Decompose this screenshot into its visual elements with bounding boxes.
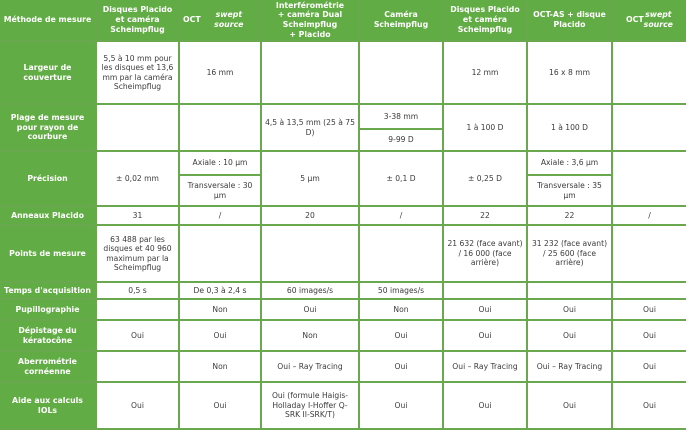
precision-c6a: Axiale : 3,6 µm — [528, 152, 611, 174]
pupillo-c2: Non — [180, 300, 260, 319]
temps-c2: De 0,3 à 2,4 s — [180, 283, 260, 298]
largeur-c6: 16 x 8 mm — [528, 42, 611, 103]
row-label-depistage: Dépistage du kératocône — [0, 321, 95, 350]
largeur-c4 — [360, 42, 442, 103]
anneaux-c2: / — [180, 207, 260, 224]
precision-c2a: Axiale : 10 µm — [180, 152, 260, 174]
largeur-c5: 12 mm — [444, 42, 526, 103]
points-c2 — [180, 226, 260, 281]
largeur-c2: 16 mm — [180, 42, 260, 103]
row-label-anneaux: Anneaux Placido — [0, 207, 95, 224]
aberro-c7: Oui — [613, 352, 686, 381]
precision-c4: ± 0,1 D — [360, 152, 442, 205]
row-label-points: Points de mesure — [0, 226, 95, 281]
plage-c4a: 3-38 mm — [360, 105, 442, 128]
temps-c6 — [528, 283, 611, 298]
precision-c6b: Transversale : 35 µm — [528, 176, 611, 205]
points-c3 — [262, 226, 358, 281]
row-label-aberro: Aberrométrie cornéenne — [0, 352, 95, 381]
aberro-c4: Oui — [360, 352, 442, 381]
row-label-aide: Aide aux calculs IOLs — [0, 383, 95, 428]
row-label-plage: Plage de mesure pour rayon de courbure — [0, 105, 95, 150]
pupillo-c4: Non — [360, 300, 442, 319]
points-c1: 63 488 par les disques et 40 960 maximum par la Scheimpflug — [97, 226, 178, 281]
temps-c5 — [444, 283, 526, 298]
temps-c1: 0,5 s — [97, 283, 178, 298]
points-c6: 31 232 (face avant) / 25 600 (face arrière) — [528, 226, 611, 281]
largeur-c1: 5,5 à 10 mm pour les disques et 13,6 mm par la caméra Scheimpflug — [97, 42, 178, 103]
aide-c6: Oui — [528, 383, 611, 428]
plage-c1 — [97, 105, 178, 150]
temps-c4: 50 images/s — [360, 283, 442, 298]
aberro-c1 — [97, 352, 178, 381]
aberro-c2: Non — [180, 352, 260, 381]
aide-c3: Oui (formule Haigis-Holladay I-Hoffer Q-SRK II-SRK/T) — [262, 383, 358, 428]
pupillo-c1 — [97, 300, 178, 319]
plage-c4b: 9-99 D — [360, 130, 442, 150]
aberro-c5: Oui – Ray Tracing — [444, 352, 526, 381]
pupillo-c3: Oui — [262, 300, 358, 319]
temps-c3: 60 images/s — [262, 283, 358, 298]
anneaux-c5: 22 — [444, 207, 526, 224]
row-label-methode: Méthode de mesure — [0, 0, 95, 40]
row-label-precision: Précision — [0, 152, 95, 205]
plage-c3: 4,5 à 13,5 mm (25 à 75 D) — [262, 105, 358, 150]
pupillo-c5: Oui — [444, 300, 526, 319]
precision-c5: ± 0,25 D — [444, 152, 526, 205]
col-header-4: Caméra Scheimpflug — [360, 0, 442, 40]
row-label-temps: Temps d'acquisition — [0, 283, 95, 298]
depistage-c5: Oui — [444, 321, 526, 350]
precision-c2b: Transversale : 30 µm — [180, 176, 260, 205]
col-header-5: Disques Placido et caméra Scheimpflug — [444, 0, 526, 40]
row-label-largeur: Largeur de couverture — [0, 42, 95, 103]
plage-c2 — [180, 105, 260, 150]
temps-c7 — [613, 283, 686, 298]
aide-c4: Oui — [360, 383, 442, 428]
aide-c5: Oui — [444, 383, 526, 428]
largeur-c3 — [262, 42, 358, 103]
anneaux-c3: 20 — [262, 207, 358, 224]
anneaux-c6: 22 — [528, 207, 611, 224]
col-header-3: Interférométrie + caméra Dual Scheimpflug + Placido — [262, 0, 358, 40]
row-label-pupillo: Pupillographie — [0, 300, 95, 319]
plage-c6: 1 à 100 D — [528, 105, 611, 150]
precision-c3: 5 µm — [262, 152, 358, 205]
anneaux-c4: / — [360, 207, 442, 224]
aide-c7: Oui — [613, 383, 686, 428]
aberro-c3: Oui – Ray Tracing — [262, 352, 358, 381]
plage-c7 — [613, 105, 686, 150]
depistage-c2: Oui — [180, 321, 260, 350]
col-header-6: OCT-AS + disque Placido — [528, 0, 611, 40]
largeur-c7 — [613, 42, 686, 103]
pupillo-c6: Oui — [528, 300, 611, 319]
col-header-7: OCT swept source — [613, 0, 686, 40]
depistage-c3: Non — [262, 321, 358, 350]
depistage-c1: Oui — [97, 321, 178, 350]
anneaux-c7: / — [613, 207, 686, 224]
depistage-c7: Oui — [613, 321, 686, 350]
precision-c1: ± 0,02 mm — [97, 152, 178, 205]
col-header-1: Disques Placido et caméra Scheimpflug — [97, 0, 178, 40]
plage-c5: 1 à 100 D — [444, 105, 526, 150]
aide-c1: Oui — [97, 383, 178, 428]
pupillo-c7: Oui — [613, 300, 686, 319]
points-c4 — [360, 226, 442, 281]
points-c7 — [613, 226, 686, 281]
depistage-c4: Oui — [360, 321, 442, 350]
depistage-c6: Oui — [528, 321, 611, 350]
col-header-2: OCT swept source — [180, 0, 260, 40]
aide-c2: Oui — [180, 383, 260, 428]
aberro-c6: Oui – Ray Tracing — [528, 352, 611, 381]
points-c5: 21 632 (face avant) / 16 000 (face arrière) — [444, 226, 526, 281]
anneaux-c1: 31 — [97, 207, 178, 224]
precision-c7 — [613, 152, 686, 205]
